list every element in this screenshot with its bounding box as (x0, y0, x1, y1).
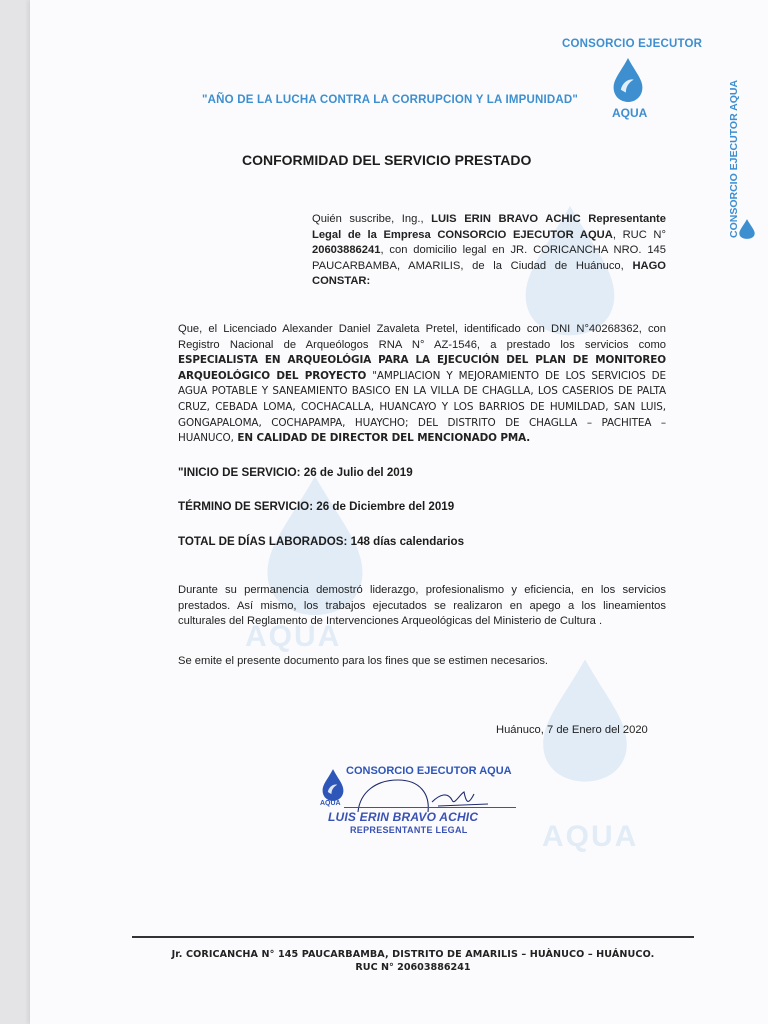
stamp-signer-role: REPRESENTANTE LEGAL (350, 825, 468, 835)
signer-name-company: LUIS ERIN BRAVO ACHIC Representante Legal de la Empresa CONSORCIO EJECUTOR AQUA (312, 213, 666, 241)
consortium-header-label: CONSORCIO EJECUTOR (562, 38, 703, 50)
intro-text: Quién suscribe, Ing., (312, 213, 432, 225)
aqua-watermark-text: AQUA (245, 620, 342, 653)
purpose-paragraph: Se emite el presente documento para los fines que se estimen necesarios. (178, 655, 549, 667)
stamp-signer-name: LUIS ERIN BRAVO ACHIC (328, 810, 479, 824)
project-name: "AMPLIACION Y MEJORAMIENTO DE LOS SERVICIOS DE AGUA POTABLE Y SANEAMIENTO BASICO EN LA VILLA DE CHAGLLA, LOS CASERIOS DE PALTA CRUZ, CEBADA LOMA, COCHACALLA, HUANCAYO Y LOS BARRIOS DE HUMILDAD, SAN LUIS, GONGAPALOMA, COCHAPAMPA, HUAYCHO; DEL DISTRITO DE CHAGLLA – PACHITEA – HUANUCO, (178, 369, 666, 445)
footer-address: Jr. CORICANCHA N° 145 PAUCARBAMBA, DISTRITO DE AMARILIS – HUÀNUCO – HUÁNUCO. (171, 949, 655, 960)
issue-date: Huánuco, 7 de Enero del 2020 (496, 724, 648, 736)
specialist-role: ESPECIALISTA EN ARQUEOLÓGIA PARA LA EJECUCIÓN DEL PLAN DE MONITOREO ARQUEOLÓGICO DEL PROYECTO (178, 354, 666, 382)
aqua-logo-label: AQUA (612, 106, 648, 120)
intro-paragraph (312, 212, 666, 290)
side-brand-text: CONSORCIO EJECUTOR AQUA (728, 79, 740, 238)
footer-divider (132, 936, 694, 938)
footer-ruc: RUC N° 20603886241 (355, 962, 471, 973)
side-drop-icon (736, 218, 758, 240)
service-paragraph (178, 322, 666, 447)
hago-constar: HAGO CONSTAR: (312, 259, 666, 288)
intro-text: , RUC N° (612, 228, 666, 241)
aqua-watermark-drop-icon (530, 650, 640, 790)
side-brand-label (728, 78, 748, 238)
aqua-drop-logo-icon (610, 56, 646, 104)
intro-text: , con domicilio legal en JR. CORICANCHA NRO. 145 PAUCARBAMBA, AMARILIS, de la Ciudad de Huánuco, (312, 244, 666, 272)
document-page (30, 0, 768, 1024)
document-title: CONFORMIDAD DEL SERVICIO PRESTADO (242, 152, 532, 168)
signature-line (344, 807, 516, 808)
aqua-watermark-text: AQUA (542, 820, 639, 853)
total-days: TOTAL DE DÍAS LABORADOS: 148 días calendarios (178, 535, 465, 548)
slogan: "AÑO DE LA LUCHA CONTRA LA CORRUPCION Y LA IMPUNIDAD" (202, 94, 579, 106)
director-capacity: EN CALIDAD DE DIRECTOR DEL MENCIONADO PMA. (233, 432, 531, 445)
stamp-drop-icon (320, 768, 346, 802)
service-text: Que, el Licenciado Alexander Daniel Zavaleta Pretel, identificado con DNI N°40268362, con Registro Nacional de Arqueólogos RNA N° AZ-1546, a prestado los servicios como (178, 323, 666, 351)
ruc-number: 20603886241 (312, 244, 381, 257)
service-start: "INICIO DE SERVICIO: 26 de Julio del 2019 (178, 466, 413, 479)
service-end: TÉRMINO DE SERVICIO: 26 de Diciembre del 2019 (178, 500, 455, 513)
performance-paragraph: Durante su permanencia demostró liderazgo, profesionalismo y eficiencia, en los servicios prestados. Así mismo, los trabajos ejecutados se realizaron en apego a los lineamientos culturales del Reglamento de Intervenciones Arqueológicas del Ministerio de Cultura . (178, 584, 666, 628)
stamp-logo-label: AQUA (320, 800, 341, 807)
stamp-company: CONSORCIO EJECUTOR AQUA (346, 765, 512, 777)
